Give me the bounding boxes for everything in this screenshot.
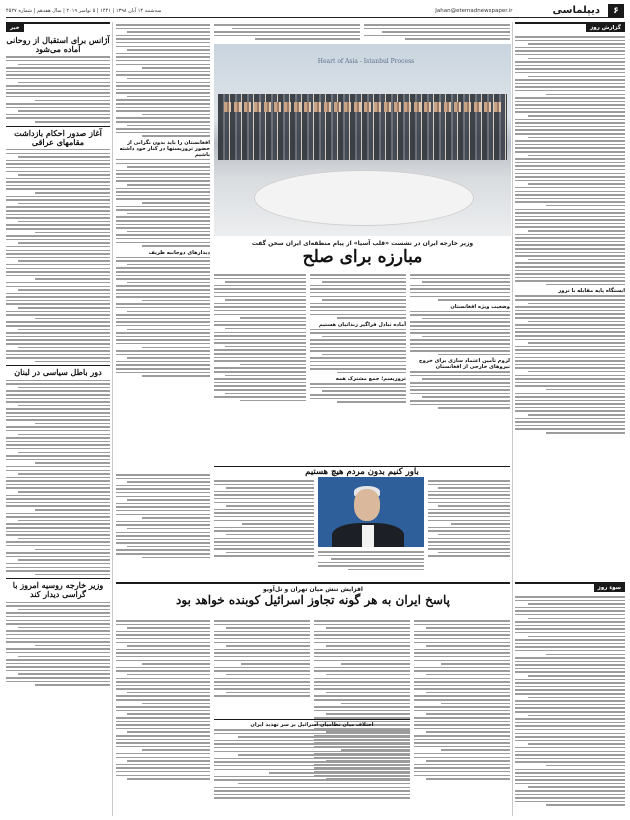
right-column-text [515, 36, 625, 285]
right-column-lower [515, 582, 625, 816]
brief-2-headline: آغاز صدور احکام بازداشت مقامهای عراقی [6, 126, 110, 147]
column-rule [512, 22, 513, 816]
main-story-col-2 [310, 274, 406, 470]
page-header [6, 4, 624, 18]
page-number: ۶ [608, 4, 624, 18]
section-title: دیپلماسی [552, 5, 600, 16]
left-section-label: خبر [6, 24, 24, 32]
bottom-story-head [116, 582, 510, 616]
brief-4-headline: وزیر خارجه روسیه امروز با گراسی دیدار کند [6, 578, 110, 599]
bilateral-subhead: دیدارهای دوجانبه ظریف [148, 249, 210, 256]
main-subhead-4: تروریسم؛ جمع مشترک همه [335, 376, 406, 383]
right-section-label: گزارش روز [586, 24, 625, 32]
main-story-headline: مبارزه برای صلح [302, 247, 423, 267]
intro-text-left [214, 24, 360, 42]
dateline: سه‌شنبه ۱۴ آبان ۱۳۹۸ | ۱۴۴۱ | ۵ نوامبر ۲۰۱۹ | سال هفدهم | شماره ۴۵۲۷ [6, 7, 162, 14]
right-section-bar [515, 22, 625, 32]
right-lower-section-bar [515, 582, 625, 592]
main-story-col-1 [410, 274, 510, 470]
zarif-face [354, 489, 380, 521]
bottom-story-kicker: افزایش تنش میان تهران و تل‌آویو [263, 586, 363, 593]
main-story-col-3 [214, 274, 306, 470]
bottom-story-headline: پاسخ ایران به هر گونه تجاوز اسرائیل کوبنده خواهد بود [176, 593, 450, 607]
main-story-head [214, 238, 511, 272]
brief-1-headline: آژانس برای استقبال از روحانی آماده می‌شود [6, 35, 110, 55]
summit-photo [214, 44, 511, 236]
main-subhead-2: لزوم تأمین اعتماد سازی برای خروج نیروهای خارجی از افغانستان [418, 358, 510, 371]
right-column [515, 22, 625, 580]
main-subhead-1: وضعیت ویژه افغانستان [450, 303, 510, 310]
zarif-story-col-under [318, 551, 424, 575]
photo-caption: افغانستان را باید بدون نگرانی از حضور تروریستها در کنار خود داشته باشیم [119, 139, 210, 158]
column-rule-left [112, 22, 113, 816]
left-section-bar [6, 22, 110, 32]
left-column [6, 22, 110, 816]
photo-banner: Heart of Asia - Istanbul Process [317, 58, 415, 65]
intro-text-right [364, 24, 510, 42]
zarif-photo [318, 477, 424, 547]
zarif-story-col-right [428, 480, 510, 575]
right-column-text-2 [515, 295, 625, 433]
contact-email[interactable]: Jahan@etemadnewspaper.ir [435, 7, 513, 14]
right-lower-section-label: سوء روز [594, 584, 625, 592]
bottom-story-col-3 [214, 620, 310, 716]
main-story-kicker: وزیر خارجه ایران در نشست «قلب آسیا» از پیام منطقه‌ای ایران سخن گفت [251, 240, 474, 247]
continuation-column [116, 24, 210, 470]
zarif-shirt [362, 525, 374, 547]
right-lower-text [515, 596, 625, 806]
zarif-story-col-left [214, 480, 314, 575]
zarif-story-headline: باور کنیم بدون مردم هیچ هستیم [305, 467, 419, 477]
bottom-story-col-1 [414, 620, 510, 816]
brief-3-headline: دور باطل سیاسی در لبنان [6, 365, 110, 377]
delegates-faces [224, 102, 501, 112]
conference-table [254, 170, 474, 226]
bottom-story-col-4 [116, 620, 210, 816]
mid-band-text [116, 474, 210, 580]
main-subhead-3: آماده تبادل فراگیر زندانیان هستیم [318, 321, 406, 328]
bottom-sub-box [214, 716, 410, 816]
bottom-story-subhead: اختلاف میان نظامیان اسرائیل بر سر تهدید ایران [214, 719, 410, 728]
right-column-subhead: ایستگاه پایه مقابله با ترور [558, 288, 625, 295]
